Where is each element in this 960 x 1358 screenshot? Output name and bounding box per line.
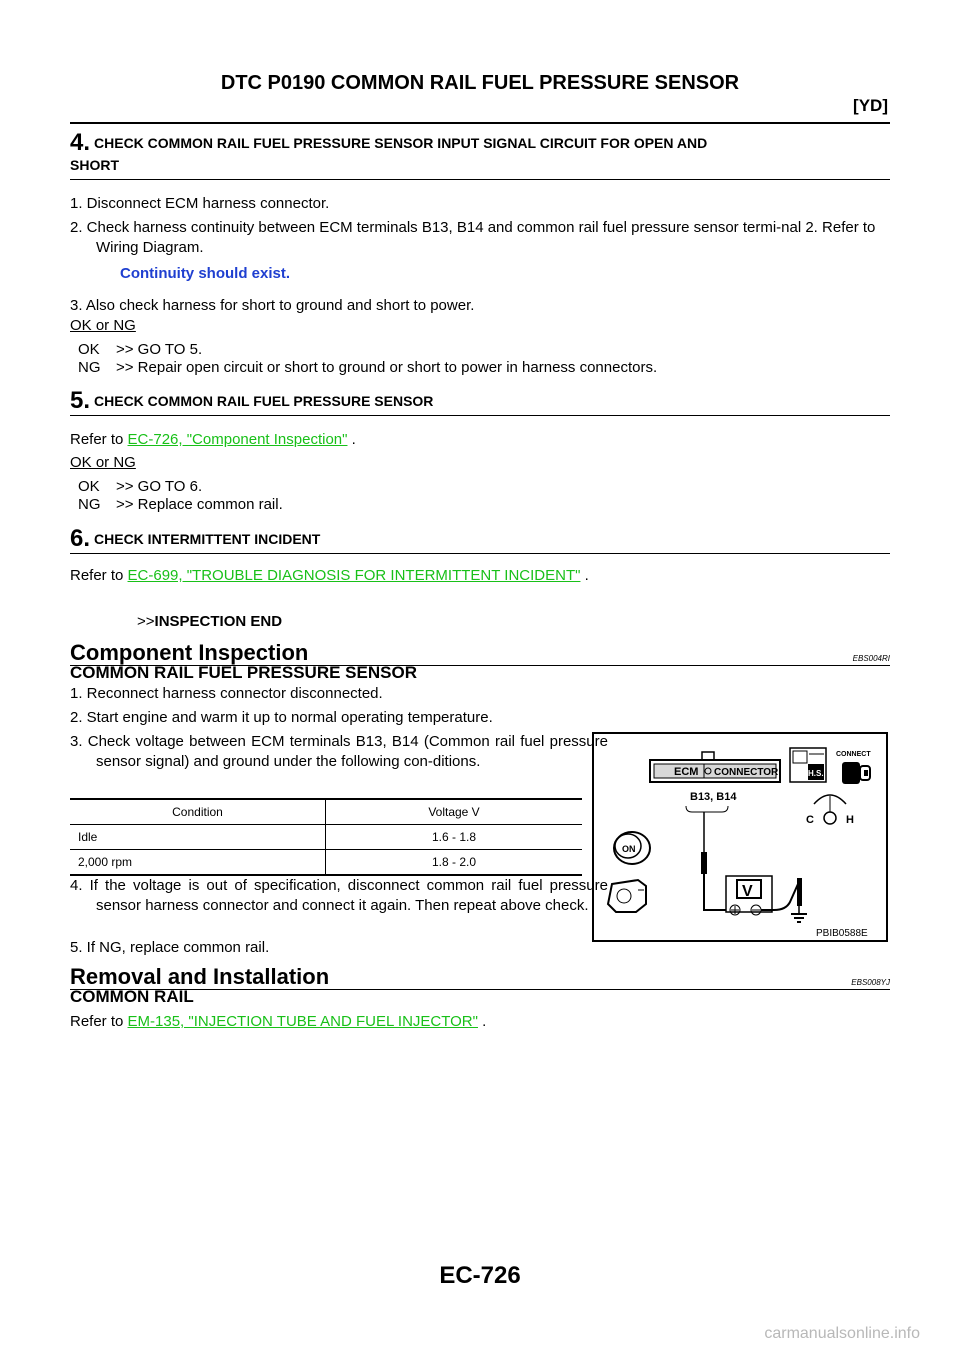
- step-5-ok-or-ng: OK or NG: [70, 454, 136, 471]
- svg-text:C: C: [806, 814, 814, 826]
- table-row: 2,000 rpm 1.8 - 2.0: [70, 850, 582, 874]
- step-4-heading-line1: CHECK COMMON RAIL FUEL PRESSURE SENSOR INPUT SIGNAL CIRCUIT FOR OPEN AND: [94, 135, 708, 151]
- step-5-heading: 5. CHECK COMMON RAIL FUEL PRESSURE SENSOR: [70, 390, 890, 416]
- header-rule: [70, 122, 890, 124]
- component-item-3: 3. Check voltage between ECM terminals B13, B14 (Common rail fuel pressure sensor signal) and ground under the following con-ditions.: [70, 733, 608, 770]
- removal-subtitle: COMMON RAIL: [70, 987, 194, 1006]
- table-header-condition: Condition: [70, 800, 326, 824]
- step-6-refer: Refer to EC-699, "TROUBLE DIAGNOSIS FOR INTERMITTENT INCIDENT" .: [70, 567, 589, 584]
- step-6-number: 6.: [70, 525, 91, 552]
- component-item-5: 5. If NG, replace common rail.: [70, 939, 270, 956]
- probe: [701, 852, 707, 874]
- step-5-ng-result: NG >> Replace common rail.: [78, 496, 283, 513]
- injection-tube-link[interactable]: EM-135, "INJECTION TUBE AND FUEL INJECTOR": [127, 1013, 478, 1030]
- removal-refer: Refer to EM-135, "INJECTION TUBE AND FUEL INJECTOR" .: [70, 1013, 487, 1030]
- connect-icon: [842, 762, 860, 784]
- inspection-end: >>INSPECTION END: [137, 613, 283, 630]
- component-inspection-title: Component Inspection: [70, 640, 309, 665]
- table-row: Idle 1.6 - 1.8: [70, 825, 582, 850]
- figure-code: PBIB0588E: [816, 928, 868, 939]
- continuity-spec: Continuity should exist.: [120, 265, 291, 282]
- component-item-2: 2. Start engine and warm it up to normal operating temperature.: [70, 709, 493, 726]
- removal-title: Removal and Installation: [70, 964, 330, 989]
- component-inspection-link[interactable]: EC-726, "Component Inspection": [127, 431, 348, 448]
- connector-label: CONNECTOR: [714, 767, 779, 778]
- step-4-item-3: 3. Also check harness for short to ground and short to power.: [70, 297, 475, 314]
- wiring-diagram: [594, 734, 886, 940]
- engine-icon: [608, 880, 646, 912]
- page-number: EC-726: [439, 1262, 521, 1289]
- connect-label: CONNECT: [836, 751, 871, 758]
- step-4-number: 4.: [70, 129, 91, 156]
- component-inspection-code: EBS004RI: [852, 654, 890, 663]
- step-6-heading: 6. CHECK INTERMITTENT INCIDENT: [70, 528, 890, 554]
- ecm-label: ECM: [674, 766, 699, 778]
- terminals-label: B13, B14: [690, 791, 737, 803]
- table-header-row: [70, 800, 582, 825]
- step-5-ok-result: OK >> GO TO 6.: [78, 478, 203, 495]
- step-4-ok-or-ng: OK or NG: [70, 317, 136, 334]
- engine-model: [YD]: [853, 96, 888, 115]
- step-4-ng-result: NG >> Repair open circuit or short to ground or short to power in harness connectors.: [78, 359, 658, 376]
- svg-text:H: H: [846, 814, 854, 826]
- step-4-heading: [70, 129, 890, 180]
- step-5-refer: Refer to EC-726, "Component Inspection" .: [70, 431, 356, 448]
- component-subtitle: COMMON RAIL FUEL PRESSURE SENSOR: [70, 663, 417, 682]
- component-item-4: 4. If the voltage is out of specification, disconnect common rail fuel pressure sensor harness connector and connect it again. Then repeat above check.: [70, 877, 608, 914]
- step-4-item-1: 1. Disconnect ECM harness connector.: [70, 195, 330, 212]
- step-4-item-2: 2. Check harness continuity between ECM terminals B13, B14 and common rail fuel pressure sensor termi-nal 2. Refer to Wiring Diagram.: [70, 219, 876, 256]
- step-4-ok-result: OK >> GO TO 5.: [78, 341, 203, 358]
- component-item-1: 1. Reconnect harness connector disconnected.: [70, 685, 383, 702]
- voltage-table: [70, 798, 582, 876]
- voltmeter-v: V: [742, 883, 753, 900]
- watermark: carmanualsonline.info: [764, 1325, 920, 1342]
- step-5-number: 5.: [70, 387, 91, 414]
- ecm-voltage-figure: [592, 732, 888, 942]
- page-title: DTC P0190 COMMON RAIL FUEL PRESSURE SENSOR: [220, 72, 740, 94]
- table-header-voltage: Voltage V: [428, 805, 480, 819]
- removal-code: EBS008YJ: [851, 978, 890, 987]
- svg-text:H.S.: H.S.: [808, 769, 824, 778]
- step-4-heading-line2: SHORT: [70, 157, 119, 173]
- svg-text:ON: ON: [622, 844, 636, 854]
- intermittent-incident-link[interactable]: EC-699, "TROUBLE DIAGNOSIS FOR INTERMITTENT INCIDENT": [127, 567, 581, 584]
